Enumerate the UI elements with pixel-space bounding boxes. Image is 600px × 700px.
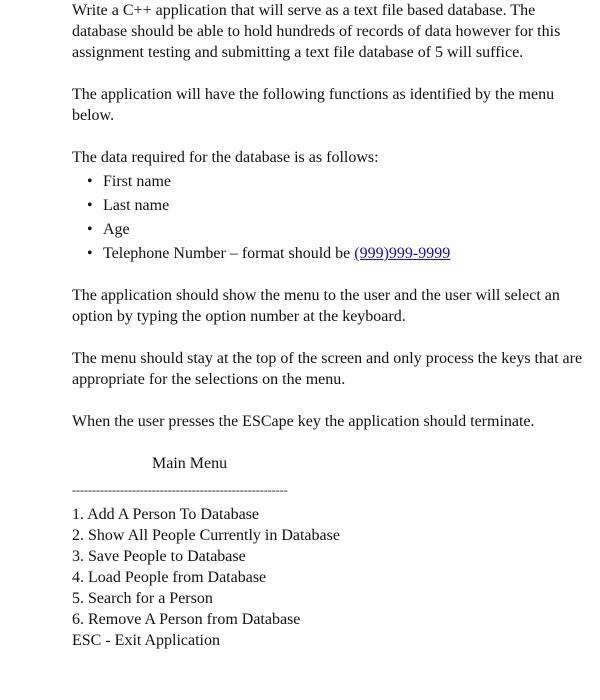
bullet-icon: • — [87, 197, 93, 214]
bullet-icon: • — [87, 173, 93, 190]
menu-item: 6. Remove A Person from Database — [72, 611, 301, 628]
functions-paragraph: The application will have the following functions as identified by the menu below. — [72, 86, 555, 124]
menu-item: 5. Search for a Person — [72, 590, 213, 607]
field-list — [72, 170, 592, 266]
field-label: Telephone Number – format should be — [103, 245, 355, 262]
menu-item: 2. Show All People Currently in Database — [72, 527, 340, 544]
menu-item: 1. Add A Person To Database — [72, 506, 260, 523]
list-item — [87, 242, 592, 266]
document-body — [72, 0, 592, 651]
menu-title: Main Menu — [152, 455, 228, 472]
esc-paragraph: When the user presses the ESCape key the application should terminate. — [72, 413, 535, 430]
phone-format-link[interactable]: (999)999-9999 — [354, 245, 451, 262]
field-label: Age — [103, 221, 130, 238]
bullet-icon: • — [87, 221, 93, 238]
show-menu-paragraph: The application should show the menu to the user and the user will select an option by typing the option number at the keyboard. — [72, 287, 560, 325]
field-label: Last name — [103, 197, 170, 214]
menu-item: ESC - Exit Application — [72, 632, 220, 649]
list-item — [87, 194, 592, 218]
list-item — [87, 170, 592, 194]
menu-list — [72, 504, 592, 651]
menu-item: 3. Save People to Database — [72, 548, 246, 565]
list-item — [87, 218, 592, 242]
menu-item: 4. Load People from Database — [72, 569, 267, 586]
menu-divider: ------------------------------------------------------ — [72, 484, 288, 496]
intro-paragraph: Write a C++ application that will serve as a text file based database. The database should be able to hold hundreds of records of data however for this assignment testing and submitting a text file database of 5 will suffice. — [72, 2, 561, 61]
data-required-paragraph: The data required for the database is as follows: — [72, 149, 379, 166]
stay-top-paragraph: The menu should stay at the top of the screen and only process the keys that are appropriate for the selections on the menu. — [72, 350, 583, 388]
bullet-icon: • — [87, 245, 93, 262]
field-label: First name — [103, 173, 171, 190]
